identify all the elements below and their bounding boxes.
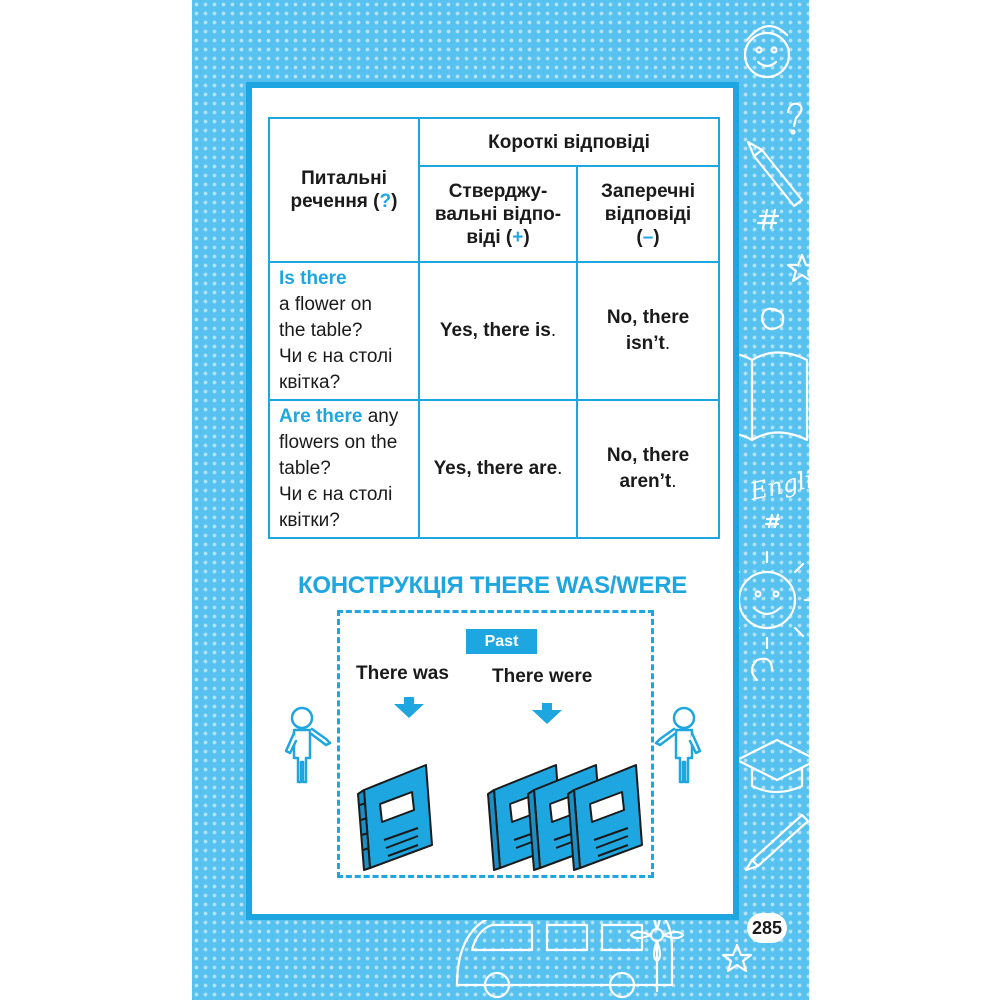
question-translation: квітки? xyxy=(279,510,340,531)
header-neg-close: ) xyxy=(653,226,660,248)
answer-period: . xyxy=(550,320,557,341)
question-text: a flower on xyxy=(279,294,372,315)
negative-answer-line1: No, there xyxy=(606,445,690,466)
stick-figure-icon xyxy=(650,705,706,787)
question-cell xyxy=(269,262,419,400)
there-were-label: There were xyxy=(492,666,593,687)
header-affirm-line2: вальні відпо- xyxy=(434,203,562,225)
short-answers-table xyxy=(268,117,720,539)
header-questions-line1: Питальні xyxy=(301,168,387,189)
page-number: 285 xyxy=(747,913,787,943)
svg-text:English: English xyxy=(747,459,843,506)
header-questions-close: ) xyxy=(391,191,398,212)
arrow-down-icon xyxy=(392,697,426,719)
header-short-answers: Короткі відповіді xyxy=(419,118,719,166)
question-symbol: ? xyxy=(379,191,392,212)
question-translation: Чи є на столі xyxy=(279,484,393,505)
notebooks-icon xyxy=(484,760,644,872)
affirmative-answer: Yes, there is xyxy=(439,320,551,341)
header-negative xyxy=(577,166,719,262)
header-questions xyxy=(269,118,419,262)
section-title: КОНСТРУКЦІЯ THERE WAS/WERE xyxy=(298,572,687,599)
negative-answer-cell xyxy=(577,400,719,538)
negative-answer-cell xyxy=(577,262,719,400)
negative-answer-line2: isn’t xyxy=(625,333,665,354)
question-text: flowers on the xyxy=(279,432,398,453)
table-row xyxy=(269,262,719,400)
past-badge: Past xyxy=(466,629,537,654)
arrow-down-icon xyxy=(530,703,564,725)
answer-period: . xyxy=(664,333,671,354)
answer-period: . xyxy=(557,458,563,479)
question-text: any xyxy=(362,406,399,427)
table-row xyxy=(269,400,719,538)
question-highlight: Are there xyxy=(279,406,363,427)
question-translation: квітка? xyxy=(279,372,341,393)
question-translation: Чи є на столі xyxy=(279,346,393,367)
negative-answer-line1: No, there xyxy=(606,307,690,328)
question-cell xyxy=(269,400,419,538)
plus-symbol: + xyxy=(512,226,524,248)
question-text: table? xyxy=(279,458,331,479)
header-affirmative xyxy=(419,166,577,262)
negative-answer-line2: aren’t xyxy=(619,471,672,492)
minus-symbol: – xyxy=(642,226,654,248)
affirmative-answer-cell xyxy=(419,400,577,538)
there-was-label: There was xyxy=(356,663,449,684)
header-affirm-line1: Стверджу- xyxy=(448,180,548,202)
header-questions-line2: речення ( xyxy=(290,191,380,212)
stick-figure-icon xyxy=(280,705,336,787)
affirmative-answer: Yes, there are xyxy=(433,458,558,479)
header-affirm-line3: віді ( xyxy=(466,226,513,248)
answer-period: . xyxy=(671,471,677,492)
header-neg-open: ( xyxy=(636,226,643,248)
affirmative-answer-cell xyxy=(419,262,577,400)
question-highlight: Is there xyxy=(279,268,347,289)
header-neg-line1: Заперечні xyxy=(601,180,695,202)
notebook-icon xyxy=(354,760,438,872)
question-text: the table? xyxy=(279,320,363,341)
header-affirm-close: ) xyxy=(523,226,530,248)
header-neg-line2: відповіді xyxy=(604,203,692,225)
